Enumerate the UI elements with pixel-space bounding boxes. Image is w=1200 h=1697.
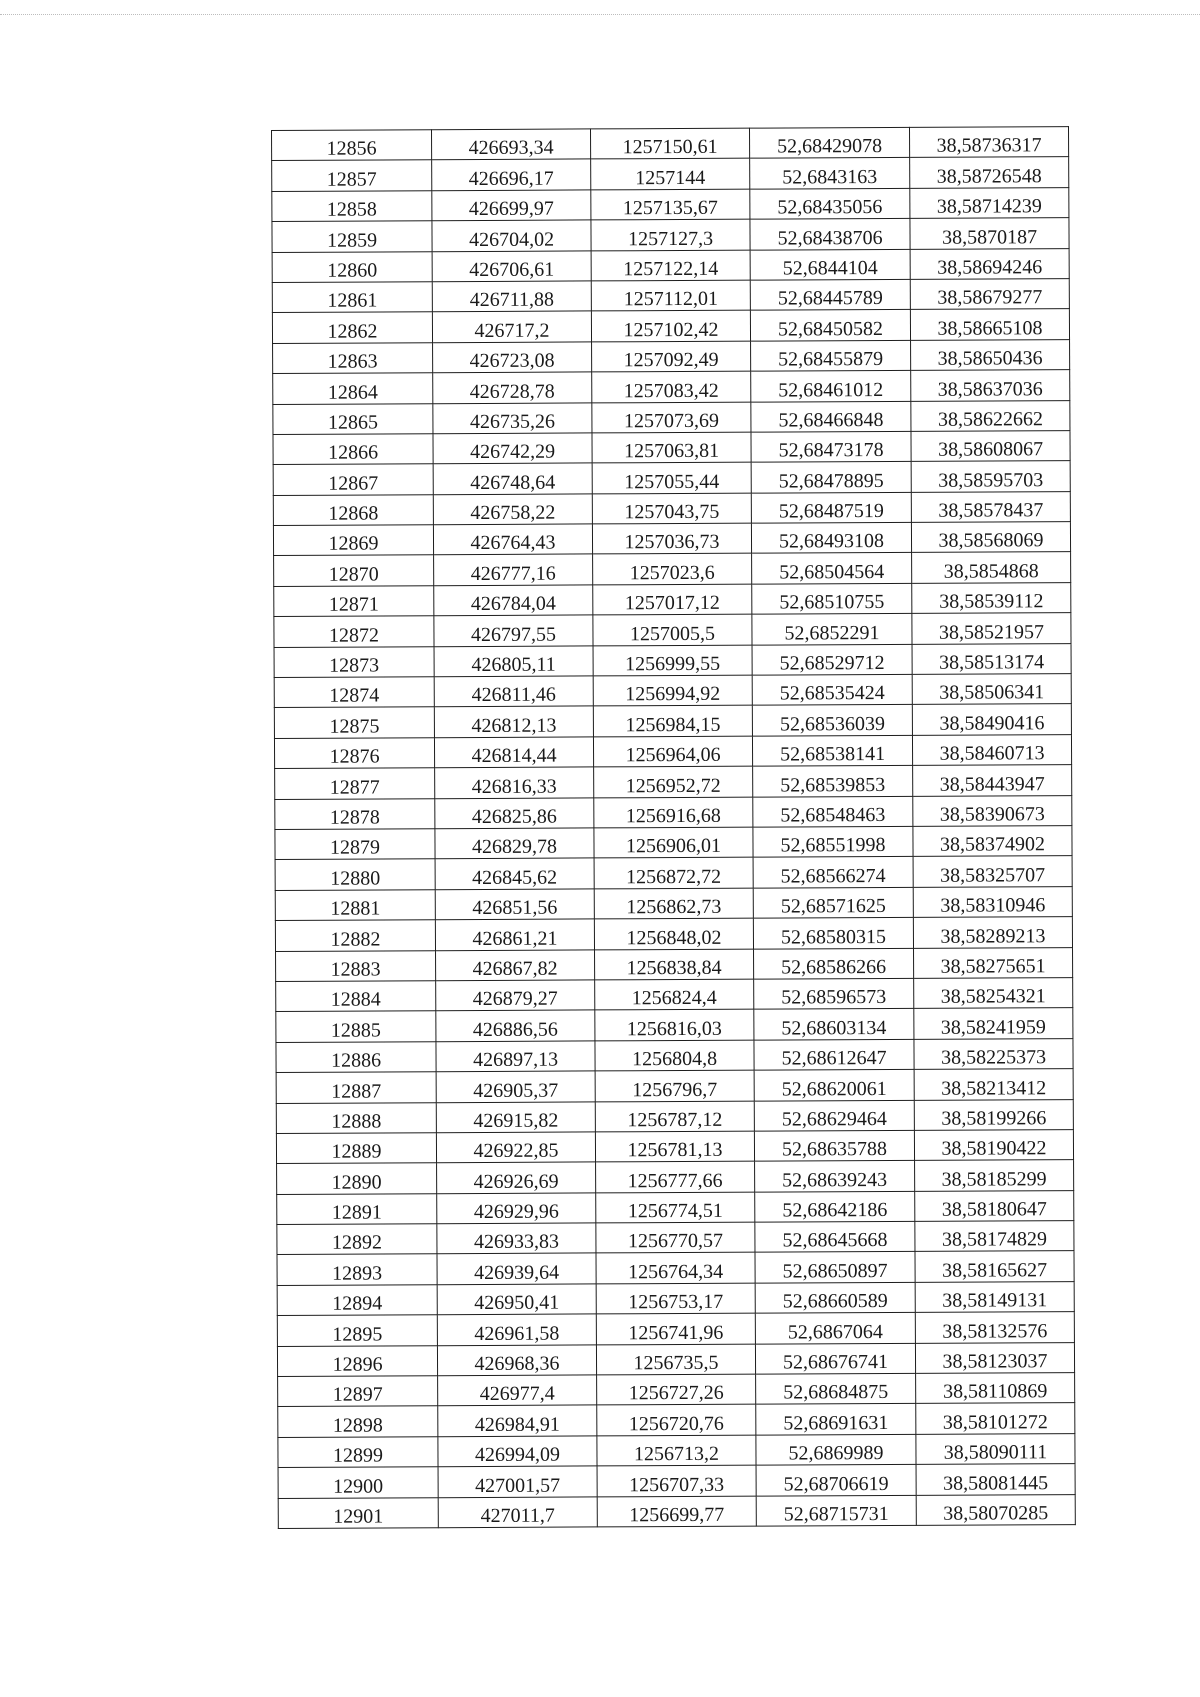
latitude-cell: 52,68676741 (755, 1343, 915, 1374)
x-coordinate-cell: 426851,56 (435, 889, 594, 920)
longitude-cell: 38,58132576 (915, 1312, 1074, 1343)
point-number-cell: 12888 (276, 1102, 436, 1133)
point-number-cell: 12860 (272, 251, 432, 282)
point-number-cell: 12871 (274, 586, 434, 617)
point-number-cell: 12876 (274, 738, 434, 769)
x-coordinate-cell: 426758,22 (433, 494, 592, 525)
latitude-cell: 52,68586266 (754, 948, 914, 979)
y-coordinate-cell: 1256741,96 (596, 1313, 755, 1344)
longitude-cell: 38,58490416 (912, 704, 1071, 735)
longitude-cell: 38,58110869 (916, 1373, 1075, 1404)
longitude-cell: 38,58513174 (912, 643, 1071, 674)
point-number-cell: 12897 (278, 1376, 438, 1407)
table-row (273, 461, 1070, 495)
point-number-cell: 12869 (273, 525, 433, 556)
table-row (276, 1008, 1073, 1042)
longitude-cell: 38,58213412 (914, 1069, 1073, 1100)
table-row (278, 1373, 1075, 1407)
latitude-cell: 52,68715731 (756, 1495, 916, 1526)
x-coordinate-cell: 426777,16 (434, 554, 593, 585)
y-coordinate-cell: 1256699,77 (597, 1496, 756, 1527)
point-number-cell: 12868 (273, 494, 433, 525)
y-coordinate-cell: 1257102,42 (591, 311, 750, 342)
y-coordinate-cell: 1257122,14 (591, 250, 750, 281)
point-number-cell: 12894 (277, 1285, 437, 1316)
point-number-cell: 12857 (272, 160, 432, 191)
y-coordinate-cell: 1256753,17 (596, 1283, 755, 1314)
x-coordinate-cell: 426825,86 (435, 798, 594, 829)
table-row (272, 279, 1069, 313)
latitude-cell: 52,68539853 (753, 766, 913, 797)
y-coordinate-cell: 1257112,01 (591, 280, 750, 311)
y-coordinate-cell: 1257144 (591, 159, 750, 190)
y-coordinate-cell: 1256787,12 (595, 1101, 754, 1132)
longitude-cell: 38,58165627 (915, 1251, 1074, 1282)
point-number-cell: 12891 (277, 1193, 437, 1224)
x-coordinate-cell: 426994,09 (438, 1436, 597, 1467)
longitude-cell: 38,58650436 (911, 339, 1070, 370)
table-row (272, 309, 1069, 343)
latitude-cell: 52,68478895 (751, 462, 911, 493)
coordinates-table-body (272, 127, 1076, 1529)
latitude-cell: 52,68461012 (751, 371, 911, 402)
table-row (273, 339, 1070, 373)
longitude-cell: 38,58275651 (914, 947, 1073, 978)
longitude-cell: 38,58736317 (909, 127, 1068, 158)
x-coordinate-cell: 426696,17 (432, 159, 591, 190)
table-row (278, 1433, 1075, 1467)
point-number-cell: 12856 (272, 130, 432, 161)
latitude-cell: 52,68639243 (755, 1161, 915, 1192)
longitude-cell: 38,58665108 (910, 309, 1069, 340)
y-coordinate-cell: 1256906,01 (594, 827, 753, 858)
table-row (277, 1190, 1074, 1224)
x-coordinate-cell: 426748,64 (433, 463, 592, 494)
longitude-cell: 38,58123037 (915, 1342, 1074, 1373)
latitude-cell: 52,6852291 (752, 614, 912, 645)
x-coordinate-cell: 426717,2 (432, 311, 591, 342)
table-row (275, 795, 1072, 829)
y-coordinate-cell: 1257127,3 (591, 219, 750, 250)
x-coordinate-cell: 426764,43 (433, 524, 592, 555)
latitude-cell: 52,68684875 (756, 1373, 916, 1404)
x-coordinate-cell: 426811,46 (434, 676, 593, 707)
table-row (276, 947, 1073, 981)
x-coordinate-cell: 426728,78 (433, 372, 592, 403)
x-coordinate-cell: 426693,34 (432, 129, 591, 160)
latitude-cell: 52,68596573 (754, 978, 914, 1009)
longitude-cell: 38,58289213 (913, 917, 1072, 948)
point-number-cell: 12863 (273, 342, 433, 373)
y-coordinate-cell: 1257043,75 (592, 493, 751, 524)
y-coordinate-cell: 1257023,6 (593, 554, 752, 585)
longitude-cell: 38,58241959 (914, 1008, 1073, 1039)
point-number-cell: 12865 (273, 403, 433, 434)
latitude-cell: 52,68620061 (754, 1069, 914, 1100)
y-coordinate-cell: 1257150,61 (590, 128, 749, 159)
point-number-cell: 12883 (276, 950, 436, 981)
y-coordinate-cell: 1256781,13 (595, 1131, 754, 1162)
y-coordinate-cell: 1256824,4 (595, 979, 754, 1010)
point-number-cell: 12862 (272, 312, 432, 343)
point-number-cell: 12889 (276, 1133, 436, 1164)
longitude-cell: 38,58460713 (912, 734, 1071, 765)
latitude-cell: 52,6867064 (755, 1313, 915, 1344)
y-coordinate-cell: 1256862,73 (594, 888, 753, 919)
x-coordinate-cell: 426706,61 (432, 250, 591, 281)
longitude-cell: 38,58149131 (915, 1281, 1074, 1312)
table-row (275, 917, 1072, 951)
y-coordinate-cell: 1256770,57 (596, 1222, 755, 1253)
point-number-cell: 12859 (272, 221, 432, 252)
coordinates-table (271, 126, 1076, 1529)
latitude-cell: 52,68429078 (749, 127, 909, 158)
scan-edge-line (0, 14, 1200, 15)
latitude-cell: 52,68642186 (755, 1191, 915, 1222)
table-row (275, 826, 1072, 860)
table-row (277, 1312, 1074, 1346)
y-coordinate-cell: 1256994,92 (593, 675, 752, 706)
point-number-cell: 12901 (278, 1497, 438, 1528)
y-coordinate-cell: 1256707,33 (597, 1465, 756, 1496)
y-coordinate-cell: 1256804,8 (595, 1040, 754, 1071)
latitude-cell: 52,68445789 (750, 279, 910, 310)
point-number-cell: 12872 (274, 616, 434, 647)
table-row (274, 643, 1071, 677)
longitude-cell: 38,58622662 (911, 400, 1070, 431)
table-row (277, 1281, 1074, 1315)
longitude-cell: 38,58595703 (911, 461, 1070, 492)
latitude-cell: 52,68435056 (750, 188, 910, 219)
x-coordinate-cell: 426933,83 (437, 1223, 596, 1254)
point-number-cell: 12895 (277, 1315, 437, 1346)
longitude-cell: 38,58225373 (914, 1038, 1073, 1069)
latitude-cell: 52,6844104 (750, 249, 910, 280)
x-coordinate-cell: 426867,82 (436, 949, 595, 980)
longitude-cell: 38,58185299 (915, 1160, 1074, 1191)
x-coordinate-cell: 426984,91 (438, 1405, 597, 1436)
x-coordinate-cell: 426929,96 (437, 1193, 596, 1224)
x-coordinate-cell: 426922,85 (436, 1132, 595, 1163)
longitude-cell: 38,58726548 (910, 157, 1069, 188)
table-row (276, 1129, 1073, 1163)
latitude-cell: 52,68438706 (750, 219, 910, 250)
y-coordinate-cell: 1257092,49 (592, 341, 751, 372)
y-coordinate-cell: 1256735,5 (596, 1344, 755, 1375)
table-row (272, 248, 1069, 282)
table-row (278, 1403, 1075, 1437)
point-number-cell: 12882 (275, 920, 435, 951)
table-row (278, 1464, 1075, 1498)
y-coordinate-cell: 1256727,26 (597, 1374, 756, 1405)
longitude-cell: 38,58174829 (915, 1221, 1074, 1252)
x-coordinate-cell: 427011,7 (438, 1497, 597, 1528)
latitude-cell: 52,6869989 (756, 1434, 916, 1465)
y-coordinate-cell: 1256774,51 (596, 1192, 755, 1223)
point-number-cell: 12890 (277, 1163, 437, 1194)
point-number-cell: 12874 (274, 677, 434, 708)
x-coordinate-cell: 426915,82 (436, 1101, 595, 1132)
y-coordinate-cell: 1256952,72 (594, 766, 753, 797)
table-row (277, 1342, 1074, 1376)
longitude-cell: 38,58070285 (916, 1494, 1075, 1525)
point-number-cell: 12899 (278, 1436, 438, 1467)
point-number-cell: 12880 (275, 859, 435, 890)
latitude-cell: 52,68566274 (753, 857, 913, 888)
y-coordinate-cell: 1257005,5 (593, 614, 752, 645)
point-number-cell: 12877 (275, 768, 435, 799)
longitude-cell: 38,58254321 (914, 978, 1073, 1009)
x-coordinate-cell: 426735,26 (433, 402, 592, 433)
latitude-cell: 52,6843163 (750, 158, 910, 189)
x-coordinate-cell: 426968,36 (437, 1345, 596, 1376)
longitude-cell: 38,58694246 (910, 248, 1069, 279)
latitude-cell: 52,68571625 (753, 887, 913, 918)
x-coordinate-cell: 426723,08 (433, 342, 592, 373)
y-coordinate-cell: 1257063,81 (592, 432, 751, 463)
longitude-cell: 38,58521957 (912, 613, 1071, 644)
table-row (276, 1069, 1073, 1103)
longitude-cell: 38,58506341 (912, 674, 1071, 705)
table-row (274, 613, 1071, 647)
latitude-cell: 52,68504564 (752, 553, 912, 584)
latitude-cell: 52,68629464 (754, 1100, 914, 1131)
y-coordinate-cell: 1257017,12 (593, 584, 752, 615)
x-coordinate-cell: 426699,97 (432, 190, 591, 221)
x-coordinate-cell: 426961,58 (437, 1314, 596, 1345)
table-row (272, 218, 1069, 252)
y-coordinate-cell: 1256764,34 (596, 1253, 755, 1284)
latitude-cell: 52,68510755 (752, 583, 912, 614)
point-number-cell: 12884 (276, 981, 436, 1012)
y-coordinate-cell: 1256964,06 (593, 736, 752, 767)
longitude-cell: 38,58539112 (912, 582, 1071, 613)
y-coordinate-cell: 1256713,2 (597, 1435, 756, 1466)
latitude-cell: 52,68612647 (754, 1039, 914, 1070)
point-number-cell: 12873 (274, 646, 434, 677)
x-coordinate-cell: 426926,69 (437, 1162, 596, 1193)
table-row (274, 582, 1071, 616)
point-number-cell: 12861 (272, 282, 432, 313)
longitude-cell: 38,5870187 (910, 218, 1069, 249)
y-coordinate-cell: 1256916,68 (594, 797, 753, 828)
y-coordinate-cell: 1256720,76 (597, 1405, 756, 1436)
x-coordinate-cell: 426939,64 (437, 1253, 596, 1284)
y-coordinate-cell: 1256984,15 (593, 706, 752, 737)
longitude-cell: 38,58390673 (913, 795, 1072, 826)
table-row (272, 187, 1069, 221)
table-row (274, 704, 1071, 738)
x-coordinate-cell: 426797,55 (434, 615, 593, 646)
latitude-cell: 52,68660589 (755, 1282, 915, 1313)
table-row (277, 1221, 1074, 1255)
latitude-cell: 52,68455879 (751, 340, 911, 371)
table-row (276, 978, 1073, 1012)
x-coordinate-cell: 426704,02 (432, 220, 591, 251)
longitude-cell: 38,58199266 (914, 1099, 1073, 1130)
x-coordinate-cell: 426845,62 (435, 858, 594, 889)
table-row (272, 157, 1069, 191)
table-row (278, 1494, 1075, 1528)
x-coordinate-cell: 426886,56 (436, 1010, 595, 1041)
x-coordinate-cell: 426905,37 (436, 1071, 595, 1102)
table-row (273, 370, 1070, 404)
y-coordinate-cell: 1256796,7 (595, 1070, 754, 1101)
latitude-cell: 52,68548463 (753, 796, 913, 827)
longitude-cell: 38,58325707 (913, 856, 1072, 887)
table-row (277, 1251, 1074, 1285)
longitude-cell: 38,58180647 (915, 1190, 1074, 1221)
longitude-cell: 38,58578437 (911, 491, 1070, 522)
y-coordinate-cell: 1256816,03 (595, 1009, 754, 1040)
longitude-cell: 38,58101272 (916, 1403, 1075, 1434)
x-coordinate-cell: 426977,4 (438, 1375, 597, 1406)
table-row (274, 552, 1071, 586)
y-coordinate-cell: 1256872,72 (594, 858, 753, 889)
x-coordinate-cell: 426816,33 (435, 767, 594, 798)
longitude-cell: 38,58443947 (913, 765, 1072, 796)
latitude-cell: 52,68706619 (756, 1465, 916, 1496)
latitude-cell: 52,68551998 (753, 826, 913, 857)
point-number-cell: 12896 (277, 1345, 437, 1376)
y-coordinate-cell: 1257055,44 (592, 462, 751, 493)
table-row (273, 431, 1070, 465)
latitude-cell: 52,68473178 (751, 431, 911, 462)
latitude-cell: 52,68450582 (750, 310, 910, 341)
latitude-cell: 52,68529712 (752, 644, 912, 675)
longitude-cell: 38,58090111 (916, 1433, 1075, 1464)
point-number-cell: 12887 (276, 1072, 436, 1103)
point-number-cell: 12878 (275, 798, 435, 829)
point-number-cell: 12900 (278, 1467, 438, 1498)
table-row (276, 1038, 1073, 1072)
longitude-cell: 38,58568069 (911, 522, 1070, 553)
table-row (275, 886, 1072, 920)
longitude-cell: 38,58608067 (911, 431, 1070, 462)
point-number-cell: 12886 (276, 1041, 436, 1072)
x-coordinate-cell: 426805,11 (434, 646, 593, 677)
latitude-cell: 52,68487519 (751, 492, 911, 523)
table-row (275, 856, 1072, 890)
x-coordinate-cell: 426711,88 (432, 281, 591, 312)
longitude-cell: 38,5854868 (912, 552, 1071, 583)
x-coordinate-cell: 426950,41 (437, 1284, 596, 1315)
table-row (272, 127, 1069, 161)
point-number-cell: 12885 (276, 1011, 436, 1042)
x-coordinate-cell: 426812,13 (434, 706, 593, 737)
latitude-cell: 52,68538141 (752, 735, 912, 766)
latitude-cell: 52,68603134 (754, 1009, 914, 1040)
latitude-cell: 52,68466848 (751, 401, 911, 432)
x-coordinate-cell: 427001,57 (438, 1466, 597, 1497)
table-row (273, 522, 1070, 556)
x-coordinate-cell: 426829,78 (435, 828, 594, 859)
point-number-cell: 12879 (275, 829, 435, 860)
point-number-cell: 12858 (272, 190, 432, 221)
latitude-cell: 52,68536039 (752, 705, 912, 736)
table-row (274, 674, 1071, 708)
longitude-cell: 38,58310946 (913, 886, 1072, 917)
latitude-cell: 52,68493108 (751, 522, 911, 553)
table-row (274, 734, 1071, 768)
y-coordinate-cell: 1256777,66 (596, 1161, 755, 1192)
y-coordinate-cell: 1256999,55 (593, 645, 752, 676)
x-coordinate-cell: 426814,44 (434, 737, 593, 768)
x-coordinate-cell: 426879,27 (436, 980, 595, 1011)
y-coordinate-cell: 1257036,73 (592, 523, 751, 554)
longitude-cell: 38,58374902 (913, 826, 1072, 857)
latitude-cell: 52,68535424 (752, 674, 912, 705)
point-number-cell: 12864 (273, 373, 433, 404)
y-coordinate-cell: 1257135,67 (591, 189, 750, 220)
x-coordinate-cell: 426742,29 (433, 433, 592, 464)
longitude-cell: 38,58637036 (911, 370, 1070, 401)
x-coordinate-cell: 426784,04 (434, 585, 593, 616)
point-number-cell: 12870 (274, 555, 434, 586)
y-coordinate-cell: 1256848,02 (594, 918, 753, 949)
table-row (273, 400, 1070, 434)
point-number-cell: 12898 (278, 1406, 438, 1437)
point-number-cell: 12893 (277, 1254, 437, 1285)
latitude-cell: 52,68635788 (754, 1130, 914, 1161)
y-coordinate-cell: 1256838,84 (595, 949, 754, 980)
longitude-cell: 38,58714239 (910, 187, 1069, 218)
point-number-cell: 12875 (274, 707, 434, 738)
latitude-cell: 52,68650897 (755, 1252, 915, 1283)
point-number-cell: 12866 (273, 434, 433, 465)
longitude-cell: 38,58081445 (916, 1464, 1075, 1495)
latitude-cell: 52,68691631 (756, 1404, 916, 1435)
table-row (275, 765, 1072, 799)
point-number-cell: 12892 (277, 1224, 437, 1255)
table-row (276, 1099, 1073, 1133)
x-coordinate-cell: 426861,21 (435, 919, 594, 950)
latitude-cell: 52,68580315 (753, 918, 913, 949)
longitude-cell: 38,58679277 (910, 279, 1069, 310)
y-coordinate-cell: 1257073,69 (592, 402, 751, 433)
y-coordinate-cell: 1257083,42 (592, 371, 751, 402)
longitude-cell: 38,58190422 (914, 1129, 1073, 1160)
table-row (277, 1160, 1074, 1194)
point-number-cell: 12867 (273, 464, 433, 495)
latitude-cell: 52,68645668 (755, 1221, 915, 1252)
table-row (273, 491, 1070, 525)
point-number-cell: 12881 (275, 889, 435, 920)
x-coordinate-cell: 426897,13 (436, 1041, 595, 1072)
